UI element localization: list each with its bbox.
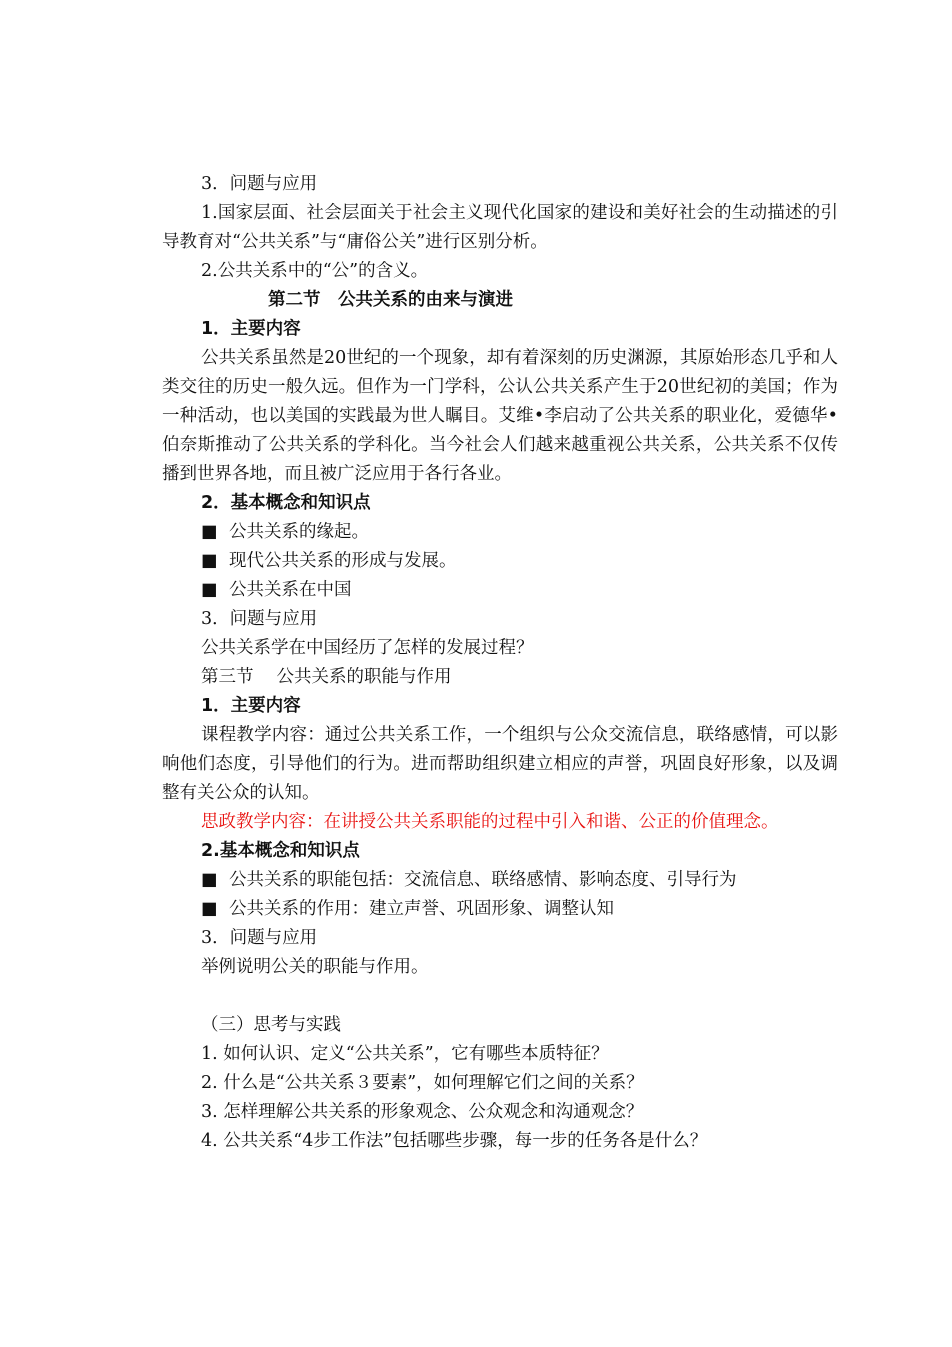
square-bullet-icon: ■ — [201, 551, 218, 571]
section-2-concepts-heading: 2．基本概念和知识点 — [201, 493, 371, 513]
bullet-text: 公共关系在中国 — [229, 580, 352, 600]
bullet-item — [162, 866, 838, 895]
section-3-concepts-heading: 2.基本概念和知识点 — [201, 841, 360, 861]
bullet-text: 公共关系的职能包括：交流信息、联络感情、影响态度、引导行为 — [229, 870, 737, 890]
think-practice-title: （三）思考与实践 — [201, 1015, 341, 1035]
spacer — [162, 982, 838, 1011]
question-item-1: 1.国家层面、社会层面关于社会主义现代化国家的建设和美好社会的生动描述的引导教育对“公共关系”与“庸俗公关”进行区别分析。 — [162, 203, 838, 252]
think-item-3: 3. 怎样理解公共关系的形象观念、公众观念和沟通观念？ — [201, 1102, 644, 1122]
bullet-text: 公共关系的作用：建立声誉、巩固形象、调整认知 — [229, 899, 614, 919]
bullet-item — [162, 518, 838, 547]
section-3-title: 第三节 公共关系的职能与作用 — [201, 667, 452, 687]
section-2-paragraph: 公共关系虽然是20世纪的一个现象，却有着深刻的历史渊源，其原始形态几乎和人类交往的历史一般久远。但作为一门学科，公认公共关系产生于20世纪初的美国；作为一种活动，也以美国的实践最为世人瞩目。艾维•李启动了公共关系的职业化，爱德华•伯奈斯推动了公共关系的学科化。当今社会人们越来越重视公共关系，公共关系不仅传播到世界各地，而且被广泛应用于各行各业。 — [162, 348, 838, 484]
square-bullet-icon: ■ — [201, 580, 218, 600]
think-item-4: 4. 公共关系“4步工作法”包括哪些步骤，每一步的任务各是什么？ — [201, 1131, 708, 1151]
bullet-text: 现代公共关系的形成与发展。 — [229, 551, 457, 571]
section-3-ideology-content: 思政教学内容：在讲授公共关系职能的过程中引入和谐、公正的价值理念。 — [201, 812, 779, 832]
bullet-item — [162, 576, 838, 605]
section-2-question: 公共关系学在中国经历了怎样的发展过程？ — [201, 638, 534, 658]
square-bullet-icon: ■ — [201, 522, 218, 542]
section-2-main-content-heading: 1．主要内容 — [201, 319, 301, 339]
bullet-text: 公共关系的缘起。 — [229, 522, 369, 542]
section-3-question-heading: 3．问题与应用 — [201, 928, 318, 948]
square-bullet-icon: ■ — [201, 870, 218, 890]
section-2-title: 第二节 公共关系的由来与演进 — [268, 290, 513, 310]
section-3-paragraph: 课程教学内容：通过公共关系工作，一个组织与公众交流信息，联络感情，可以影响他们态度，引导他们的行为。进而帮助组织建立相应的声誉，巩固良好形象，以及调整有关公众的认知。 — [162, 725, 838, 803]
bullet-item — [162, 895, 838, 924]
square-bullet-icon: ■ — [201, 899, 218, 919]
question-item-2: 2.公共关系中的“公”的含义。 — [201, 261, 429, 281]
document-body — [162, 170, 838, 1156]
question-heading: 3．问题与应用 — [201, 174, 318, 194]
section-2-question-heading: 3．问题与应用 — [201, 609, 318, 629]
section-3-question: 举例说明公关的职能与作用。 — [201, 957, 429, 977]
think-item-2: 2. 什么是“公共关系３要素”，如何理解它们之间的关系？ — [201, 1073, 644, 1093]
think-item-1: 1. 如何认识、定义“公共关系”，它有哪些本质特征？ — [201, 1044, 609, 1064]
section-3-main-content-heading: 1．主要内容 — [201, 696, 301, 716]
bullet-item — [162, 547, 838, 576]
